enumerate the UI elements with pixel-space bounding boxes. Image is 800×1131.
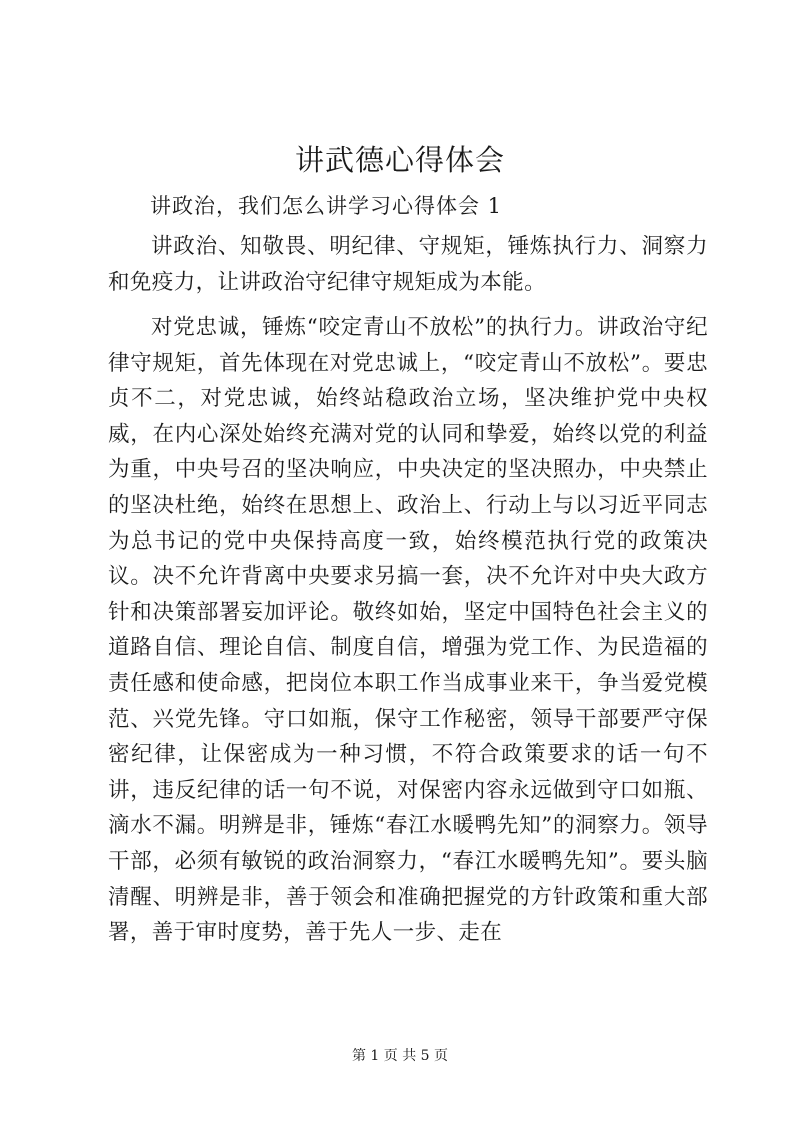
document-subtitle: 讲政治，我们怎么讲学习心得体会 1 <box>150 194 503 218</box>
document-title: 讲武德心得体会 <box>294 143 505 177</box>
paragraph: 对党忠诚，锤炼“咬定青山不放松”的执行力。讲政治守纪律守规矩，首先体现在对党忠诚上，“咬定青山不放松”。要忠贞不二，对党忠诚，始终站稳政治立场，坚决维护党中央权威，在内心深处始终充满对党的认同和挚爱，始终以党的利益为重，中央号召的坚决响应，中央决定的坚决照办，中央禁止的坚决杜绝，始终在思想上、政治上、行动上与以习近平同志为总书记的党中央保持高度一致，始终模范执行党的政策决议。决不允许背离中央要求另搞一套，决不允许对中央大政方针和决策部署妄加评论。敬终如始，坚定中国特色社会主义的道路自信、理论自信、制度自信，增强为党工作、为民造福的责任感和使命感，把岗位本职工作当成事业来干，争当爱党模范、兴党先锋。守口如瓶，保守工作秘密，领导干部要严守保密纪律，让保密成为一种习惯，不符合政策要求的话一句不讲，违反纪律的话一句不说，对保密内容永远做到守口如瓶、滴水不漏。明辨是非，锤炼“春江水暖鸭先知”的洞察力。领导干部，必须有敏锐的政治洞察力，“春江水暖鸭先知”。要头脑清醒、明辨是非，善于领会和准确把握党的方针政策和重大部署，善于审时度势，善于先人一步、走在 <box>108 315 708 946</box>
paragraph: 讲政治、知敬畏、明纪律、守规矩，锤炼执行力、洞察力和免疫力，让讲政治守纪律守规矩成为本能。 <box>108 234 708 295</box>
page-number: 第 1 页 共 5 页 <box>351 1048 449 1064</box>
